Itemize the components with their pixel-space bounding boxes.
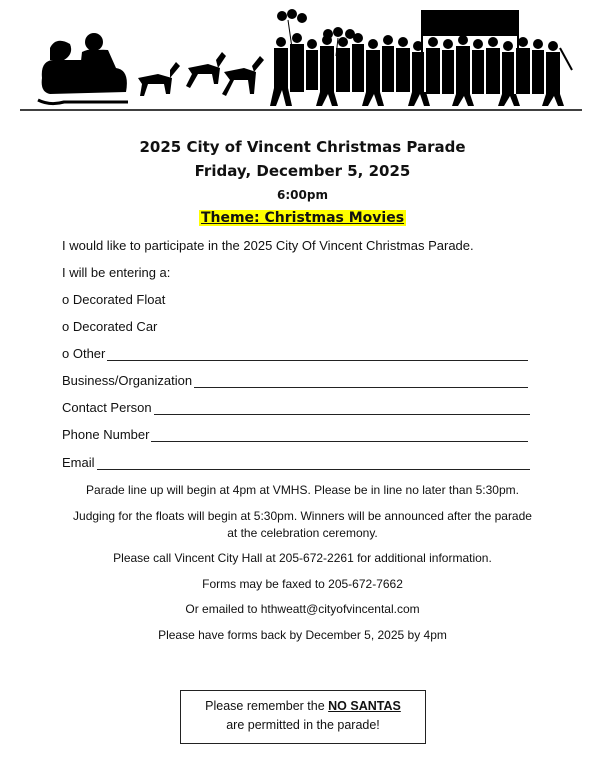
santa-sleigh-icon xyxy=(38,33,128,104)
deadline-info: Please have forms back by December 5, 2025 by 4pm xyxy=(158,628,447,642)
option-decorated-float[interactable]: o Decorated Float xyxy=(62,292,166,307)
parade-flag-icon xyxy=(422,10,518,36)
theme-text: Theme: Christmas Movies xyxy=(200,210,405,226)
business-blank-line[interactable] xyxy=(194,376,528,388)
parade-title: 2025 City of Vincent Christmas Parade xyxy=(139,138,466,156)
option-other-label: o Other xyxy=(62,346,106,361)
notice-line-1 xyxy=(181,697,425,716)
email-field[interactable] xyxy=(62,455,530,470)
option-other-field[interactable] xyxy=(62,346,528,361)
email-blank-line[interactable] xyxy=(97,458,530,470)
notice-prefix: Please remember the xyxy=(205,699,329,713)
fax-info: Forms may be faxed to 205-672-7662 xyxy=(202,577,403,591)
parade-banner-illustration xyxy=(20,8,582,116)
business-field[interactable] xyxy=(62,373,528,388)
phone-blank-line[interactable] xyxy=(151,430,528,442)
call-info: Please call Vincent City Hall at 205-672-2261 for additional information. xyxy=(113,551,492,565)
email-info: Or emailed to hthweatt@cityofvincental.com xyxy=(185,602,420,616)
business-label: Business/Organization xyxy=(62,373,193,388)
phone-label: Phone Number xyxy=(62,427,150,442)
other-blank-line[interactable] xyxy=(107,349,528,361)
no-santas-notice xyxy=(180,690,426,744)
parade-date: Friday, December 5, 2025 xyxy=(194,162,411,180)
notice-emphasis: NO SANTAS xyxy=(328,699,401,713)
entering-label: I will be entering a: xyxy=(62,265,171,280)
parade-theme xyxy=(0,210,605,226)
contact-blank-line[interactable] xyxy=(154,403,530,415)
phone-field[interactable] xyxy=(62,427,528,442)
option-decorated-car[interactable]: o Decorated Car xyxy=(62,319,158,334)
email-label: Email xyxy=(62,455,95,470)
contact-label: Contact Person xyxy=(62,400,152,415)
lineup-info: Parade line up will begin at 4pm at VMHS. Please be in line no later than 5:30pm. xyxy=(86,483,519,497)
contact-field[interactable] xyxy=(62,400,530,415)
parade-time: 6:00pm xyxy=(277,188,328,202)
judging-info: Judging for the floats will begin at 5:30pm. Winners will be announced after the parade at the celebration ceremony. xyxy=(73,509,532,540)
reindeer-icon xyxy=(138,52,264,96)
intro-text: I would like to participate in the 2025 City Of Vincent Christmas Parade. xyxy=(62,238,474,253)
notice-line-2: are permitted in the parade! xyxy=(226,718,380,732)
marching-band-icon xyxy=(270,33,572,106)
